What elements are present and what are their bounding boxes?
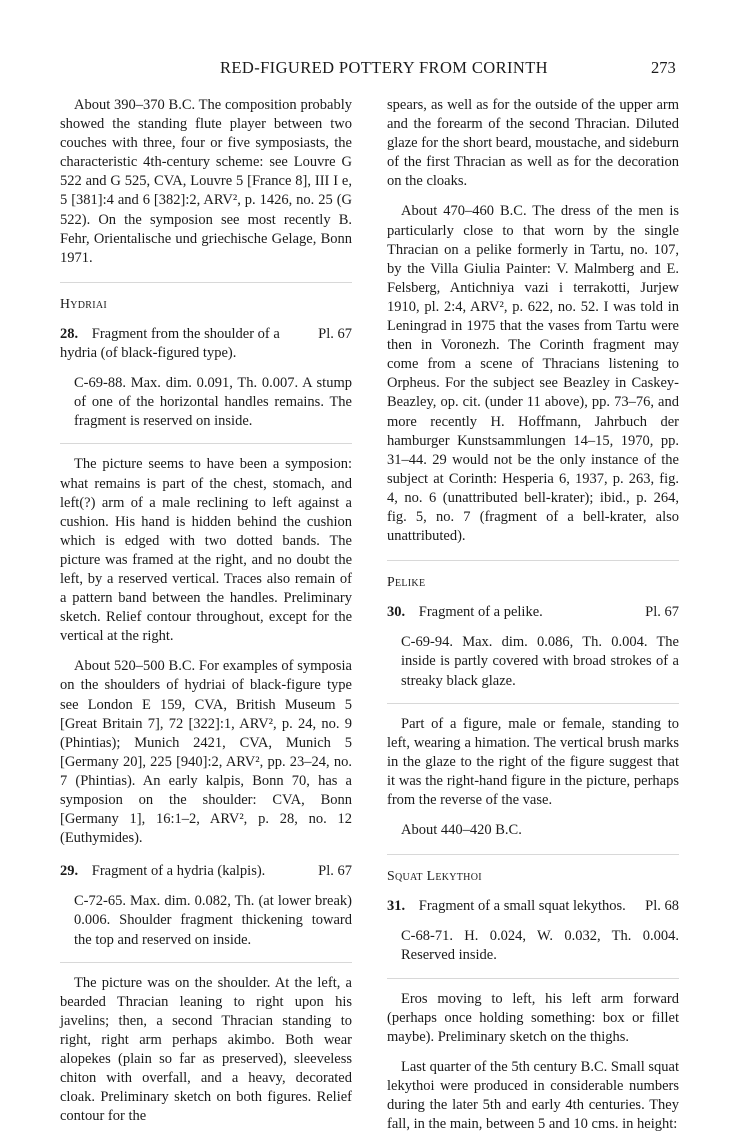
divider [60,443,352,444]
section-heading-squat-lekythoi: Squat Lekythoi [387,868,482,884]
page-number: 273 [651,58,676,77]
running-head [0,58,738,80]
divider [387,560,679,561]
right-column [387,96,679,1134]
entry-number: 28. [60,325,79,342]
entry-description: C-69-94. Max. dim. 0.086, Th. 0.004. The inside is partly covered with broad strokes of a streaky black glaze. [401,634,679,689]
plate-reference: Pl. 67 [645,604,679,621]
section-heading-hydriai: Hydriai [60,295,108,311]
divider [387,978,679,979]
catalogue-entry-31 [387,897,679,916]
entry-description: C-68-71. H. 0.024, W. 0.032, Th. 0.004. Reserved inside. [401,928,679,964]
entry-number: 29. [60,863,79,880]
entry-title: Fragment of a hydria (kalpis). [91,863,266,880]
catalogue-entry-30 [387,603,679,622]
running-title: RED-FIGURED POTTERY FROM CORINTH [220,58,548,77]
plate-reference: Pl. 68 [645,898,679,915]
paragraph-continued: spears, as well as for the outside of the upper arm and the forearm of the second Thracian. Diluted glaze for the short beard, moustache, and sideburn of the first Thracian as well as for the decoration on the cloaks. [387,97,679,190]
paragraph-date-28: About 520–500 B.C. For examples of symposia on the shoulders of hydriai of black-figure type see London E 159, CVA, British Museum 5 [Great Britain 7], 72 [322]:1, ARV², p. 24, no. 9 (Phintias); Munich 2421, CVA, Munich 5 [Germany 20], 225 [940]:2, ARV², pp. 23–24, no. 7 (Phintias). An early kalpis, Bonn 70, has a symposion on the shoulder: CVA, Bonn [Germany 1], 16:1–2, ARV², p. 28, no. 12 (Euthymides). [60,658,352,847]
plate-reference: Pl. 67 [318,863,352,880]
catalogue-entry-29 [60,862,352,881]
entry-title: Fragment from the shoulder of a hydria (of black-figured type). [60,325,280,362]
divider [387,703,679,704]
entry-title: Fragment of a small squat lekythos. [418,898,626,915]
paragraph-date-29: About 470–460 B.C. The dress of the men is particularly close to that worn by the single Thracian on a pelike formerly in Tartu, no. 107, by the Villa Giulia Painter: V. Malmberg and E. Felsberg, Antichniya vazi i terrakotti, Jurjew 1910, pl. 2:4, ARV², p. 622, no. 52. I was told in Leningrad in 1975 that the vases from Tartu were then in Voronezh. The Corinth fragment may come from a scene of Thracians listening to Orpheus. For the subject see Beazley in Caskey-Beazley, op. cit. (under 11 above), pp. 73–76, and more recently H. Hoffmann, Jahrbuch der hamburger Kunstsammlungen 14–15, 1970, pp. 31–44. 29 would not be the only instance of the subject at Corinth: Hesperia 6, 1937, p. 263, fig. 4, no. 6 (unattributed bell-krater); ibid., p. 264, fig. 5, no. 7 (fragment of a bell-krater, also unattributed). [387,203,679,545]
entry-description: C-72-65. Max. dim. 0.082, Th. (at lower break) 0.006. Shoulder fragment thickening toward the top and reserved on inside. [74,893,352,948]
left-column [60,96,352,1126]
section-heading-pelike: Pelike [387,574,426,590]
paragraph-date-31: Last quarter of the 5th century B.C. Small squat lekythoi were produced in considerable numbers during the later 5th and early 4th centuries. They fall, in the main, between 5 and 10 cms. in height: [387,1058,679,1133]
paragraph-symposion-date: About 390–370 B.C. The composition probably showed the standing flute player between two couches with three, four or five symposiasts, the characteristic 4th-century scheme: see Louvre G 522 and G 525, CVA, Louvre 5 [France 8], III I e, 5 [381]:4 and 6 [382]:2, ARV², p. 1426, no. 25 (G 522). On the symposion see most recently B. Fehr, Orientalische und griechische Gelage, Bonn 1971. [60,97,352,266]
entry-title: Fragment of a pelike. [418,604,543,621]
divider [60,282,352,283]
paragraph-date-30: About 440–420 B.C. [401,822,522,839]
paragraph-figure-31: Eros moving to left, his left arm forward (perhaps once holding something: box or fillet maybe). Preliminary sketch on the thighs. [387,990,679,1045]
plate-reference: Pl. 67 [318,325,352,342]
divider [387,854,679,855]
entry-number: 30. [387,604,406,621]
divider [60,962,352,963]
paragraph-figure-30: Part of a figure, male or female, standing to left, wearing a himation. The vertical brush marks in the glaze to the right of the figure suggest that it was the right-hand figure in the picture, perhaps from the reverse of the vase. [387,715,679,808]
entry-number: 31. [387,898,406,915]
paragraph-picture-29: The picture was on the shoulder. At the left, a bearded Thracian leaning to right upon his javelins; then, a second Thracian standing to right, right arm perhaps akimbo. Both wear alopekes (plain so far as preserved), sleeveless chiton with overfall, and a heavy, decorated cloak. Preliminary sketch on both figures. Relief contour for the [60,974,352,1125]
paragraph-picture-28: The picture seems to have been a symposion: what remains is part of the chest, stomach, and left(?) arm of a male reclining to left against a cushion. His hand is hidden behind the cushion which is edged with two dotted bands. The picture was framed at the right, and no doubt the left, by a reserved vertical. Traces also remain of a pattern band between the handles. Preliminary sketch. Relief contour throughout, except for the vertical at the right. [60,456,352,645]
catalogue-entry-28 [60,325,352,363]
entry-description: C-69-88. Max. dim. 0.091, Th. 0.007. A stump of one of the horizontal handles remains. The fragment is reserved on inside. [74,375,352,430]
